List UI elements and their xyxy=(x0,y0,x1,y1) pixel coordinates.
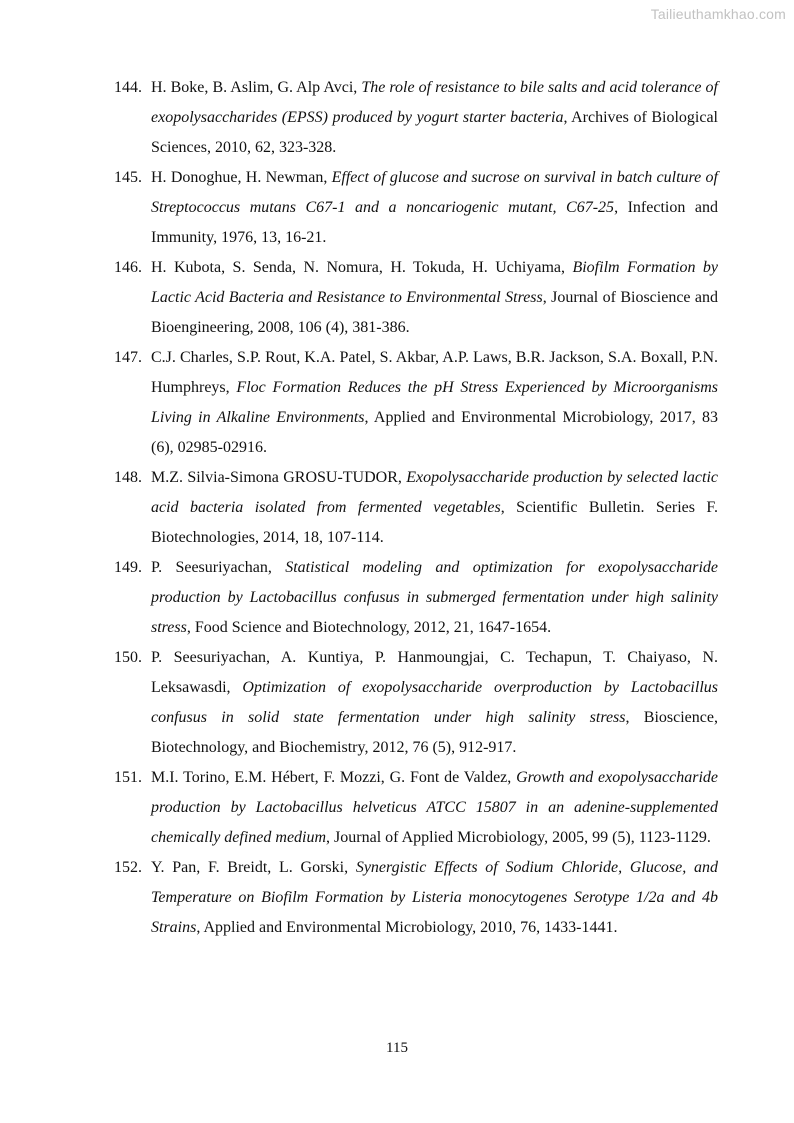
reference-list xyxy=(114,73,718,943)
reference-source: , Applied and Environmental Microbiology, 2017, 83 (6), 02985-02916. xyxy=(151,409,719,456)
reference-title: Exopolysaccharide production by selected lactic acid bacteria isolated from fermented vegetables xyxy=(151,469,718,516)
reference-authors: M.Z. Silvia-Simona GROSU-TUDOR, xyxy=(151,469,407,486)
reference-title: Growth and exopolysaccharide production by Lactobacillus helveticus ATCC 15807 in an adenine-supplemented chemically defined medium xyxy=(151,769,718,846)
reference-item xyxy=(114,253,718,343)
reference-item xyxy=(114,463,718,553)
reference-authors: C.J. Charles, S.P. Rout, K.A. Patel, S. Akbar, A.P. Laws, B.R. Jackson, S.A. Boxall, P.N. Humphreys, xyxy=(151,349,718,396)
reference-authors: H. Donoghue, H. Newman, xyxy=(151,169,332,186)
reference-source: , Infection and Immunity, 1976, 13, 16-21. xyxy=(151,199,719,246)
reference-title: Effect of glucose and sucrose on survival in batch culture of Streptococcus mutans C67-1 and a noncariogenic mutant, C67-25 xyxy=(151,169,718,216)
page-number: 115 xyxy=(386,1040,408,1056)
reference-title: Synergistic Effects of Sodium Chloride, Glucose, and Temperature on Biofilm Formation by Listeria monocytogenes Serotype 1/2a and 4b Strains xyxy=(151,859,718,936)
reference-authors: P. Seesuriyachan, xyxy=(151,559,286,576)
reference-title: Optimization of exopolysaccharide overproduction by Lactobacillus confusus in solid state fermentation under high salinity stress xyxy=(151,679,718,726)
reference-authors: H. Kubota, S. Senda, N. Nomura, H. Tokuda, H. Uchiyama, xyxy=(151,259,573,276)
reference-item xyxy=(114,853,718,943)
reference-number: 148. xyxy=(114,469,142,486)
reference-item xyxy=(114,343,718,463)
reference-item xyxy=(114,73,718,163)
reference-authors: H. Boke, B. Aslim, G. Alp Avci, xyxy=(151,79,362,96)
reference-source: , Bioscience, Biotechnology, and Biochemistry, 2012, 76 (5), 912-917. xyxy=(151,709,718,756)
reference-item xyxy=(114,643,718,763)
reference-number: 150. xyxy=(114,649,142,666)
reference-source: , Applied and Environmental Microbiology, 2010, 76, 1433-1441. xyxy=(196,919,618,936)
reference-number: 152. xyxy=(114,859,142,876)
reference-source: , Journal of Applied Microbiology, 2005, 99 (5), 1123-1129. xyxy=(326,829,711,846)
reference-number: 149. xyxy=(114,559,142,576)
reference-source: , Archives of Biological Sciences, 2010, 62, 323-328. xyxy=(151,109,718,156)
reference-source: , Food Science and Biotechnology, 2012, 21, 1647-1654. xyxy=(186,619,552,636)
reference-item xyxy=(114,763,718,853)
reference-item xyxy=(114,553,718,643)
reference-authors: Y. Pan, F. Breidt, L. Gorski, xyxy=(151,859,356,876)
reference-item xyxy=(114,163,718,253)
reference-source: , Scientific Bulletin. Series F. Biotechnologies, 2014, 18, 107-114. xyxy=(151,499,718,546)
reference-number: 151. xyxy=(114,769,142,786)
reference-number: 144. xyxy=(114,79,142,96)
reference-authors: P. Seesuriyachan, A. Kuntiya, P. Hanmoungjai, C. Techapun, T. Chaiyaso, N. Leksawasdi, xyxy=(151,649,718,696)
reference-number: 146. xyxy=(114,259,142,276)
reference-title: Floc Formation Reduces the pH Stress Experienced by Microorganisms Living in Alkaline Environments xyxy=(151,379,718,426)
reference-number: 145. xyxy=(114,169,142,186)
reference-authors: M.I. Torino, E.M. Hébert, F. Mozzi, G. Font de Valdez, xyxy=(151,769,517,786)
reference-title: Biofilm Formation by Lactic Acid Bacteria and Resistance to Environmental Stress xyxy=(151,259,719,306)
reference-title: The role of resistance to bile salts and acid tolerance of exopolysaccharides (EPSS) produced by yogurt starter bacteria xyxy=(151,79,719,126)
watermark: Tailieuthamkhao.com xyxy=(650,6,786,22)
reference-title: Statistical modeling and optimization for exopolysaccharide production by Lactobacillus confusus in submerged fermentation under high salinity stress xyxy=(151,559,718,636)
reference-source: , Journal of Bioscience and Bioengineering, 2008, 106 (4), 381-386. xyxy=(151,289,718,336)
reference-number: 147. xyxy=(114,349,142,366)
